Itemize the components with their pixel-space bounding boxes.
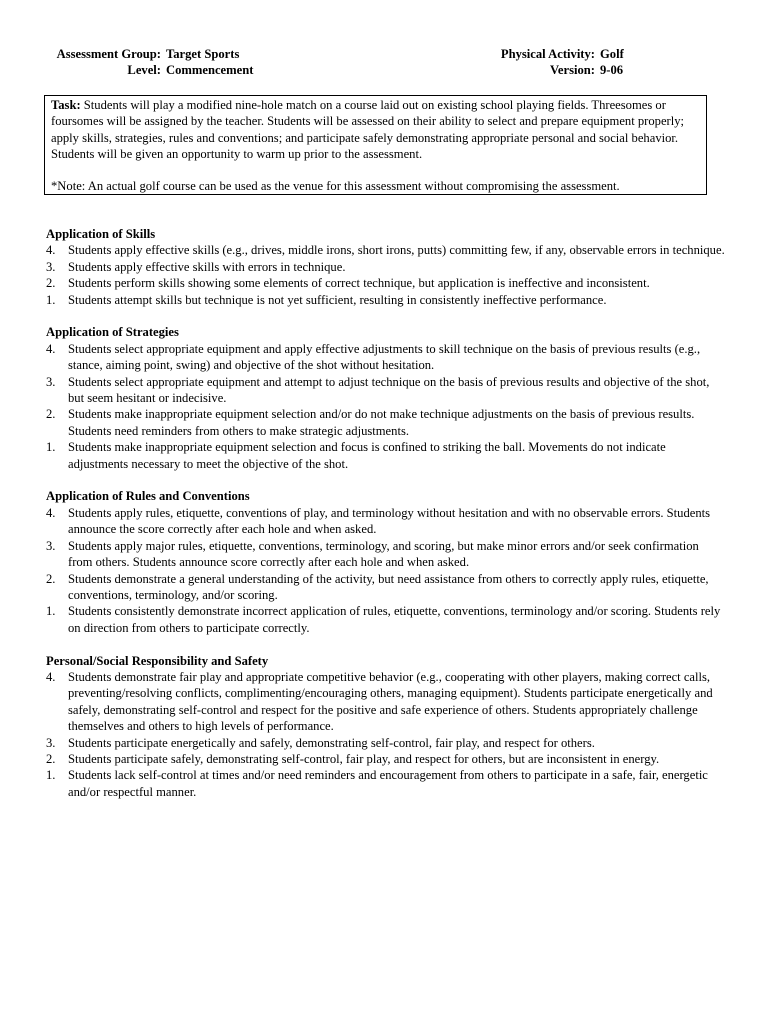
item-text: Students apply effective skills (e.g., drives, middle irons, short irons, putts) committing few, if any, observable errors in technique. <box>68 243 725 258</box>
item-number: 2. <box>46 276 56 291</box>
item-number: 3. <box>46 259 56 274</box>
item-number: 2. <box>46 571 56 586</box>
item-number: 2. <box>46 407 56 422</box>
item-number: 1. <box>46 292 56 307</box>
item-text: Students apply effective skills with errors in technique. <box>68 259 346 274</box>
item-number: 3. <box>46 735 56 750</box>
rubric-item <box>46 374 726 407</box>
item-text: Students make inappropriate equipment selection and/or do not make technique adjustments on the basis of previous results. Students need reminders from others to make strategic adjustments. <box>68 407 695 438</box>
item-number: 1. <box>46 604 56 619</box>
item-text: Students make inappropriate equipment selection and focus is confined to striking the ball. Movements do not indicate adjustments necessary to meet the objective of the shot. <box>68 440 666 471</box>
item-text: Students lack self-control at times and/or need reminders and encouragement from others to participate in a safe, fair, energetic and/or respectful manner. <box>68 768 708 799</box>
item-text: Students attempt skills but technique is not yet sufficient, resulting in consistently ineffective performance. <box>68 292 607 307</box>
item-text: Students apply rules, etiquette, conventions of play, and terminology without hesitation and with no observable errors. Students announce the score correctly after each hole and when asked. <box>68 505 711 537</box>
rubric-item <box>46 669 726 735</box>
level-row <box>46 62 253 78</box>
assessment-group-row <box>46 46 253 62</box>
physical-activity-row <box>494 46 624 62</box>
rubric-item <box>46 505 726 538</box>
item-text: Students demonstrate fair play and appropriate competitive behavior (e.g., cooperating with other players, making correct calls, preventing/resolving conflicts, complimenting/encouraging others, managing equipment). Students participate energetically and safely, demonstrating self-control and respect for the positive and safe experience of others. Students appropriately challenge themselves and others to high levels of performance. <box>68 669 713 734</box>
rubric-item <box>46 571 726 604</box>
item-number: 1. <box>46 768 56 783</box>
section-strategies <box>46 324 726 472</box>
item-number: 2. <box>46 751 56 766</box>
item-text: Students consistently demonstrate incorrect application of rules, etiquette, conventions, terminology and/or scoring. Students rely on direction from others to participate correctly. <box>68 604 721 635</box>
version-row <box>494 62 624 78</box>
item-text: Students perform skills showing some elements of correct technique, but application is ineffective and inconsistent. <box>68 276 650 291</box>
item-text: Students select appropriate equipment and attempt to adjust technique on the basis of previous results and objective of the shot, but seem hesitant or indecisive. <box>68 374 710 406</box>
item-number: 4. <box>46 341 56 356</box>
section-title: Application of Skills <box>46 227 156 241</box>
task-note: *Note: An actual golf course can be used as the venue for this assessment without compromising the assessment. <box>51 178 620 193</box>
rubric-item <box>46 242 726 258</box>
rubric-item <box>46 751 726 767</box>
task-text: Students will play a modified nine-hole match on a course laid out on existing school playing fields. Threesomes or foursomes will be assigned by the teacher. Students will be assessed on their ability to select and prepare equipment properly; apply skills, strategies, rules and conventions; and participate safely demonstrating appropriate personal and social behavior. Students will be given an opportunity to warm up prior to the assessment. <box>51 98 685 162</box>
header-right <box>494 46 624 79</box>
item-number: 4. <box>46 669 56 684</box>
item-number: 3. <box>46 374 56 389</box>
version-value: 9-06 <box>600 63 624 78</box>
item-text: Students participate safely, demonstrating self-control, fair play, and respect for others, but are inconsistent in energy. <box>68 751 660 766</box>
item-number: 3. <box>46 538 56 553</box>
section-rules <box>46 488 726 636</box>
item-number: 4. <box>46 243 56 258</box>
section-title: Application of Strategies <box>46 325 179 340</box>
item-text: Students apply major rules, etiquette, conventions, terminology, and scoring, but make minor errors and/or seek confirmation from others. Students announce score correctly after each hole and when asked. <box>68 538 699 570</box>
physical-activity-label: Physical Activity: <box>500 47 595 61</box>
section-skills <box>46 226 726 308</box>
rubric-item <box>46 603 726 636</box>
rubric-item <box>46 538 726 571</box>
level-value: Commencement <box>166 63 254 78</box>
section-responsibility <box>46 653 726 801</box>
rubric-item <box>46 341 726 374</box>
rubric-body <box>46 226 726 817</box>
task-label: Task: <box>51 98 81 112</box>
assessment-group-label: Assessment Group: <box>56 47 161 61</box>
rubric-item <box>46 292 726 308</box>
header-left <box>46 46 253 79</box>
assessment-group-value: Target Sports <box>166 47 240 61</box>
item-number: 4. <box>46 505 56 520</box>
document-header <box>0 46 768 80</box>
item-number: 1. <box>46 440 56 455</box>
level-label: Level: <box>127 63 161 78</box>
section-title: Personal/Social Responsibility and Safety <box>46 653 269 668</box>
rubric-item <box>46 406 726 439</box>
task-paragraph <box>51 97 700 163</box>
item-text: Students demonstrate a general understanding of the activity, but need assistance from others to correctly apply rules, etiquette, conventions, terminology, and/or scoring. <box>68 571 709 602</box>
rubric-item <box>46 735 726 751</box>
rubric-item <box>46 259 726 275</box>
item-text: Students participate energetically and safely, demonstrating self-control, fair play, and respect for others. <box>68 735 595 750</box>
version-label: Version: <box>549 63 595 78</box>
item-text: Students select appropriate equipment and apply effective adjustments to skill technique on the basis of previous results (e.g., stance, aiming point, swing) and objective of the shot without hesitation. <box>68 341 701 373</box>
rubric-item <box>46 767 726 800</box>
rubric-item <box>46 275 726 291</box>
physical-activity-value: Golf <box>600 47 624 61</box>
rubric-item <box>46 439 726 472</box>
task-box <box>44 95 707 195</box>
section-title: Application of Rules and Conventions <box>46 489 250 504</box>
